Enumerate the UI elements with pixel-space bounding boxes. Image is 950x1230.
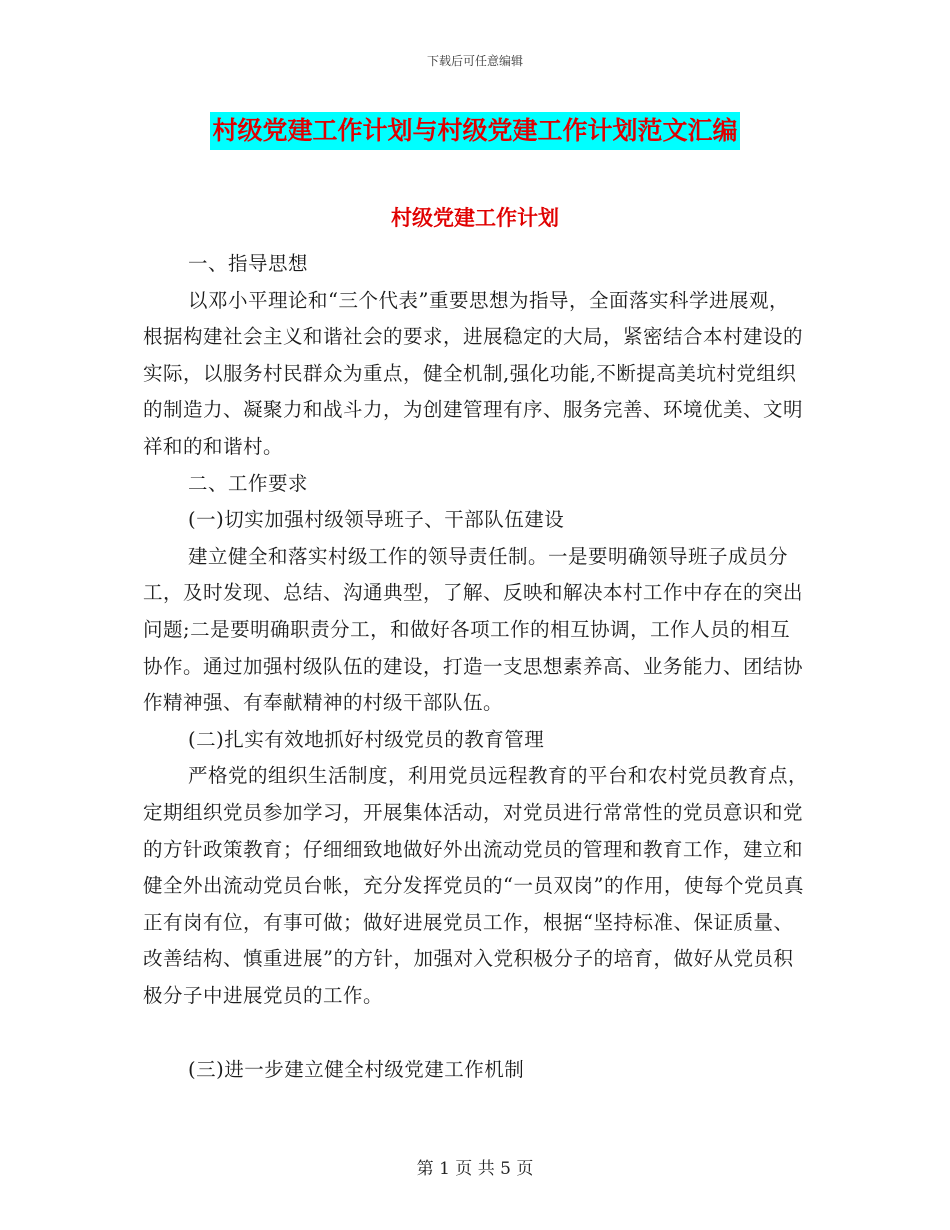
heading-guiding-ideology: 一、指导思想 [188,252,309,275]
subheading-leadership: (一)切实加强村级领导班子、干部队伍建设 [188,508,565,532]
section-title: 村级党建工作计划 [391,206,559,230]
paragraph-leadership: 建立健全和落实村级工作的领导责任制。一是要明确领导班子成员分工，及时发现、总结、沟通典型，了解、反映和解决本村工作中存在的突出问题;二是要明确职责分工，和做好各项工作的相互协调，工作人员的相互协作。通过加强村级队伍的建设，打造一支思想素养高、业务能力、团结协作精神强、有奉献精神的村级干部队伍。 [143,544,804,715]
paragraph-member-education: 严格党的组织生活制度，利用党员远程教育的平台和农村党员教育点，定期组织党员参加学习，开展集体活动，对党员进行常常性的党员意识和党的方针政策教育；仔细细致地做好外出流动党员的管理和教育工作，建立和健全外出流动党员台帐，充分发挥党员的“一员双岗”的作用，使每个党员真正有岗有位，有事可做；做好进展党员工作，根据“坚持标准、保证质量、改善结构、慎重进展”的方针，加强对入党积极分子的培育，做好从党员积极分子中进展党员的工作。 [143,764,809,1007]
paragraph-guiding-ideology: 以邓小平理论和“三个代表”重要思想为指导，全面落实科学进展观，根据构建社会主义和谐社会的要求，进展稳定的大局，紧密结合本村建设的实际，以服务村民群众为重点，健全机制,强化功能,不断提高美坑村党组织的制造力、凝聚力和战斗力，为创建管理有序、服务完善、环境优美、文明祥和的和谐村。 [143,288,804,458]
main-title: 村级党建工作计划与村级党建工作计划范文汇编 [210,112,739,150]
subheading-member-education: (二)扎实有效地抓好村级党员的教育管理 [188,727,545,751]
heading-work-requirements: 二、工作要求 [188,471,309,495]
document-body [143,246,808,1089]
paragraph-gap [143,1014,808,1052]
main-title-container [0,112,950,150]
page-number: 第 1 页 共 5 页 [416,1159,534,1179]
page-header-note: 下载后可任意编辑 [426,54,523,68]
subheading-mechanism: (三)进一步建立健全村级党建工作机制 [188,1058,525,1082]
